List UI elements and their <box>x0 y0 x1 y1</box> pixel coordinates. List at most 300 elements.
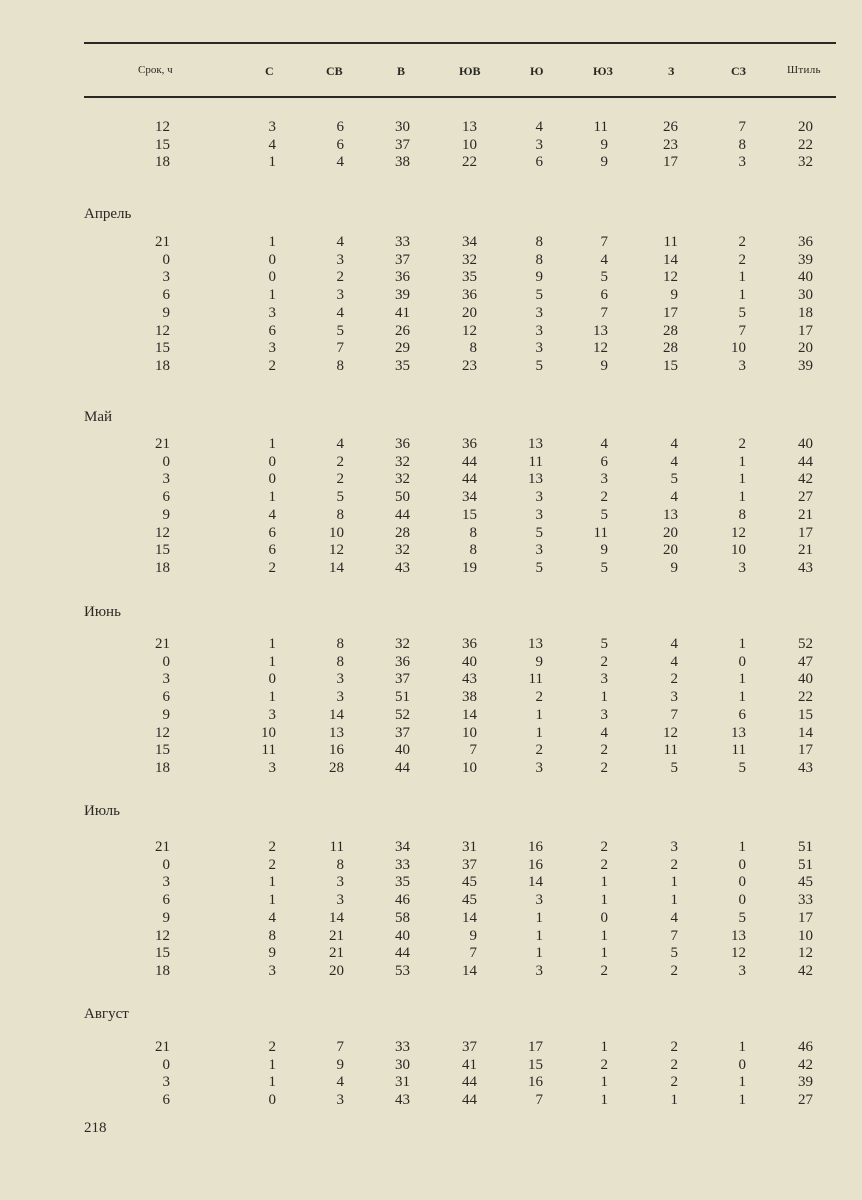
cell-w: 4 <box>670 436 678 452</box>
cell-ne: 3 <box>336 671 344 688</box>
cell-w: 7 <box>670 706 678 723</box>
cell-se: 13 <box>462 119 477 135</box>
table-row <box>0 1073 862 1091</box>
cell-term: 3 <box>162 471 170 488</box>
table-row <box>0 724 862 742</box>
cell-s: 1 <box>535 945 543 962</box>
cell-n: 1 <box>268 636 276 652</box>
cell-sw: 11 <box>593 524 608 541</box>
cell-calm: 33 <box>798 892 813 909</box>
cell-w: 5 <box>670 759 678 776</box>
cell-se: 7 <box>469 742 477 759</box>
cell-e: 34 <box>395 839 410 855</box>
cell-calm: 18 <box>798 304 813 321</box>
cell-nw: 5 <box>738 304 746 321</box>
cell-n: 3 <box>268 706 276 723</box>
table-row <box>0 488 862 506</box>
cell-n: 4 <box>268 506 276 523</box>
table-row <box>0 322 862 340</box>
cell-se: 40 <box>462 653 477 670</box>
cell-w: 9 <box>670 287 678 304</box>
cell-nw: 7 <box>738 322 746 339</box>
cell-nw: 1 <box>738 839 746 855</box>
table-row <box>0 304 862 322</box>
cell-sw: 1 <box>600 945 608 962</box>
cell-ne: 9 <box>336 1056 344 1073</box>
cell-nw: 0 <box>738 874 746 891</box>
header-direction-sw: ЮЗ <box>593 64 613 78</box>
cell-sw: 13 <box>593 322 608 339</box>
cell-ne: 3 <box>336 874 344 891</box>
cell-nw: 8 <box>738 136 746 153</box>
table-row <box>0 688 862 706</box>
cell-se: 23 <box>462 357 477 374</box>
cell-s: 3 <box>535 542 543 559</box>
header-direction-s: Ю <box>530 64 544 78</box>
cell-sw: 9 <box>600 154 608 171</box>
table-row <box>0 653 862 671</box>
cell-e: 33 <box>395 856 410 873</box>
cell-w: 20 <box>663 524 678 541</box>
cell-calm: 39 <box>798 251 813 268</box>
cell-calm: 27 <box>798 489 813 506</box>
cell-w: 3 <box>670 689 678 706</box>
cell-se: 45 <box>462 874 477 891</box>
header-direction-e: В <box>397 64 406 78</box>
cell-term: 18 <box>155 154 170 171</box>
cell-n: 3 <box>268 340 276 357</box>
cell-n: 6 <box>268 322 276 339</box>
cell-nw: 2 <box>738 436 746 452</box>
cell-n: 2 <box>268 856 276 873</box>
cell-s: 6 <box>535 154 543 171</box>
header-direction-se: ЮВ <box>459 64 481 78</box>
cell-nw: 10 <box>731 542 746 559</box>
cell-s: 13 <box>528 636 543 652</box>
table-row <box>0 435 862 453</box>
cell-n: 1 <box>268 1056 276 1073</box>
cell-calm: 17 <box>798 524 813 541</box>
table-row <box>0 524 862 542</box>
cell-se: 10 <box>462 136 477 153</box>
table-row <box>0 453 862 471</box>
cell-w: 2 <box>670 962 678 979</box>
cell-sw: 9 <box>600 136 608 153</box>
cell-se: 14 <box>462 706 477 723</box>
top-rule <box>84 42 836 44</box>
cell-calm: 14 <box>798 724 813 741</box>
cell-w: 17 <box>663 154 678 171</box>
cell-s: 3 <box>535 136 543 153</box>
cell-term: 3 <box>162 874 170 891</box>
cell-sw: 3 <box>600 671 608 688</box>
cell-s: 1 <box>535 909 543 926</box>
cell-ne: 8 <box>336 636 344 652</box>
cell-term: 12 <box>155 724 170 741</box>
cell-sw: 4 <box>600 436 608 452</box>
cell-calm: 47 <box>798 653 813 670</box>
cell-calm: 27 <box>798 1092 813 1109</box>
cell-nw: 1 <box>738 269 746 286</box>
cell-s: 8 <box>535 251 543 268</box>
cell-ne: 8 <box>336 357 344 374</box>
table-row <box>0 506 862 524</box>
cell-calm: 22 <box>798 136 813 153</box>
cell-s: 3 <box>535 506 543 523</box>
cell-se: 37 <box>462 1039 477 1055</box>
cell-e: 28 <box>395 524 410 541</box>
cell-term: 0 <box>162 453 170 470</box>
cell-w: 2 <box>670 1074 678 1091</box>
table-row <box>0 251 862 269</box>
cell-n: 8 <box>268 927 276 944</box>
header-calm: Штиль <box>787 64 821 76</box>
cell-se: 8 <box>469 524 477 541</box>
cell-se: 19 <box>462 559 477 576</box>
cell-e: 37 <box>395 671 410 688</box>
cell-w: 20 <box>663 542 678 559</box>
cell-sw: 1 <box>600 1092 608 1109</box>
cell-calm: 43 <box>798 759 813 776</box>
header-direction-n: С <box>265 64 274 78</box>
cell-n: 3 <box>268 962 276 979</box>
cell-calm: 17 <box>798 742 813 759</box>
cell-sw: 5 <box>600 506 608 523</box>
table-row <box>0 635 862 653</box>
cell-term: 0 <box>162 856 170 873</box>
cell-se: 32 <box>462 251 477 268</box>
cell-n: 2 <box>268 357 276 374</box>
cell-ne: 13 <box>329 724 344 741</box>
cell-sw: 4 <box>600 251 608 268</box>
cell-n: 4 <box>268 136 276 153</box>
cell-s: 16 <box>528 839 543 855</box>
cell-w: 4 <box>670 453 678 470</box>
cell-s: 11 <box>528 671 543 688</box>
cell-term: 6 <box>162 689 170 706</box>
cell-nw: 7 <box>738 119 746 135</box>
cell-w: 4 <box>670 909 678 926</box>
cell-se: 8 <box>469 542 477 559</box>
cell-e: 40 <box>395 742 410 759</box>
cell-se: 12 <box>462 322 477 339</box>
cell-sw: 2 <box>600 653 608 670</box>
cell-s: 7 <box>535 1092 543 1109</box>
table-row <box>0 856 862 874</box>
cell-ne: 3 <box>336 251 344 268</box>
cell-e: 37 <box>395 251 410 268</box>
cell-calm: 30 <box>798 287 813 304</box>
cell-n: 2 <box>268 839 276 855</box>
cell-sw: 7 <box>600 304 608 321</box>
table-row <box>0 286 862 304</box>
cell-ne: 7 <box>336 340 344 357</box>
table-row <box>0 233 862 251</box>
cell-term: 21 <box>155 636 170 652</box>
cell-w: 7 <box>670 927 678 944</box>
cell-s: 17 <box>528 1039 543 1055</box>
cell-se: 10 <box>462 759 477 776</box>
cell-ne: 3 <box>336 287 344 304</box>
cell-s: 1 <box>535 927 543 944</box>
cell-ne: 11 <box>329 839 344 855</box>
cell-sw: 2 <box>600 742 608 759</box>
cell-sw: 9 <box>600 542 608 559</box>
table-row <box>0 118 862 136</box>
cell-sw: 6 <box>600 287 608 304</box>
cell-s: 3 <box>535 340 543 357</box>
cell-w: 23 <box>663 136 678 153</box>
cell-n: 6 <box>268 524 276 541</box>
cell-ne: 3 <box>336 689 344 706</box>
cell-nw: 3 <box>738 559 746 576</box>
header-direction-ne: СВ <box>326 64 343 78</box>
cell-se: 9 <box>469 927 477 944</box>
cell-se: 14 <box>462 909 477 926</box>
cell-sw: 5 <box>600 269 608 286</box>
cell-se: 36 <box>462 287 477 304</box>
cell-n: 2 <box>268 1039 276 1055</box>
cell-calm: 42 <box>798 962 813 979</box>
cell-w: 2 <box>670 1039 678 1055</box>
cell-s: 13 <box>528 436 543 452</box>
cell-calm: 51 <box>798 856 813 873</box>
cell-sw: 2 <box>600 759 608 776</box>
cell-e: 40 <box>395 927 410 944</box>
cell-nw: 5 <box>738 759 746 776</box>
cell-se: 14 <box>462 962 477 979</box>
cell-e: 36 <box>395 269 410 286</box>
cell-w: 9 <box>670 559 678 576</box>
cell-e: 35 <box>395 874 410 891</box>
cell-sw: 3 <box>600 471 608 488</box>
cell-ne: 28 <box>329 759 344 776</box>
cell-n: 1 <box>268 874 276 891</box>
cell-e: 52 <box>395 706 410 723</box>
cell-s: 4 <box>535 119 543 135</box>
cell-se: 22 <box>462 154 477 171</box>
cell-ne: 3 <box>336 892 344 909</box>
cell-e: 31 <box>395 1074 410 1091</box>
cell-term: 9 <box>162 304 170 321</box>
cell-ne: 3 <box>336 1092 344 1109</box>
cell-ne: 4 <box>336 1074 344 1091</box>
table-row <box>0 838 862 856</box>
cell-term: 9 <box>162 706 170 723</box>
cell-n: 1 <box>268 489 276 506</box>
cell-w: 12 <box>663 269 678 286</box>
cell-calm: 43 <box>798 559 813 576</box>
month-title: Апрель <box>84 206 132 222</box>
cell-n: 0 <box>268 269 276 286</box>
cell-s: 14 <box>528 874 543 891</box>
cell-term: 9 <box>162 506 170 523</box>
cell-se: 20 <box>462 304 477 321</box>
cell-w: 28 <box>663 340 678 357</box>
cell-ne: 21 <box>329 945 344 962</box>
cell-sw: 11 <box>593 119 608 135</box>
table-row <box>0 909 862 927</box>
cell-calm: 21 <box>798 542 813 559</box>
cell-w: 3 <box>670 839 678 855</box>
cell-ne: 4 <box>336 436 344 452</box>
cell-sw: 1 <box>600 689 608 706</box>
cell-nw: 12 <box>731 945 746 962</box>
cell-ne: 21 <box>329 927 344 944</box>
cell-n: 0 <box>268 1092 276 1109</box>
cell-ne: 4 <box>336 154 344 171</box>
cell-term: 12 <box>155 524 170 541</box>
cell-s: 9 <box>535 269 543 286</box>
cell-term: 15 <box>155 542 170 559</box>
cell-se: 36 <box>462 436 477 452</box>
cell-calm: 17 <box>798 322 813 339</box>
month-title: Май <box>84 409 113 425</box>
cell-nw: 2 <box>738 234 746 250</box>
cell-calm: 21 <box>798 506 813 523</box>
cell-n: 1 <box>268 234 276 250</box>
cell-n: 4 <box>268 909 276 926</box>
cell-e: 39 <box>395 287 410 304</box>
table-row <box>0 944 862 962</box>
cell-e: 37 <box>395 136 410 153</box>
cell-s: 1 <box>535 706 543 723</box>
cell-term: 18 <box>155 759 170 776</box>
cell-nw: 1 <box>738 1074 746 1091</box>
cell-calm: 20 <box>798 340 813 357</box>
cell-e: 51 <box>395 689 410 706</box>
cell-nw: 1 <box>738 689 746 706</box>
cell-se: 7 <box>469 945 477 962</box>
table-row <box>0 153 862 171</box>
cell-nw: 2 <box>738 251 746 268</box>
cell-calm: 36 <box>798 234 813 250</box>
cell-n: 0 <box>268 251 276 268</box>
cell-se: 41 <box>462 1056 477 1073</box>
cell-n: 1 <box>268 1074 276 1091</box>
header-direction-w: З <box>668 64 675 78</box>
cell-se: 44 <box>462 1074 477 1091</box>
cell-ne: 14 <box>329 559 344 576</box>
cell-term: 18 <box>155 559 170 576</box>
table-row <box>0 706 862 724</box>
cell-ne: 16 <box>329 742 344 759</box>
table-row <box>0 670 862 688</box>
cell-w: 15 <box>663 357 678 374</box>
cell-nw: 12 <box>731 524 746 541</box>
cell-term: 9 <box>162 909 170 926</box>
cell-e: 26 <box>395 322 410 339</box>
cell-w: 4 <box>670 636 678 652</box>
cell-se: 36 <box>462 636 477 652</box>
cell-w: 4 <box>670 489 678 506</box>
cell-se: 37 <box>462 856 477 873</box>
cell-ne: 6 <box>336 119 344 135</box>
cell-calm: 52 <box>798 636 813 652</box>
table-row <box>0 1056 862 1074</box>
cell-n: 0 <box>268 671 276 688</box>
table-row <box>0 1038 862 1056</box>
cell-term: 12 <box>155 927 170 944</box>
cell-s: 5 <box>535 357 543 374</box>
cell-e: 43 <box>395 1092 410 1109</box>
cell-se: 44 <box>462 1092 477 1109</box>
cell-ne: 7 <box>336 1039 344 1055</box>
cell-term: 3 <box>162 269 170 286</box>
cell-ne: 10 <box>329 524 344 541</box>
cell-sw: 1 <box>600 874 608 891</box>
cell-term: 18 <box>155 357 170 374</box>
cell-sw: 9 <box>600 357 608 374</box>
cell-e: 50 <box>395 489 410 506</box>
cell-s: 1 <box>535 724 543 741</box>
cell-e: 43 <box>395 559 410 576</box>
cell-term: 12 <box>155 119 170 135</box>
cell-e: 41 <box>395 304 410 321</box>
cell-w: 1 <box>670 874 678 891</box>
cell-sw: 3 <box>600 706 608 723</box>
cell-calm: 15 <box>798 706 813 723</box>
table-row <box>0 136 862 154</box>
cell-se: 34 <box>462 234 477 250</box>
cell-se: 44 <box>462 471 477 488</box>
cell-calm: 45 <box>798 874 813 891</box>
cell-se: 45 <box>462 892 477 909</box>
cell-e: 53 <box>395 962 410 979</box>
cell-sw: 2 <box>600 962 608 979</box>
cell-e: 33 <box>395 1039 410 1055</box>
cell-n: 6 <box>268 542 276 559</box>
cell-e: 46 <box>395 892 410 909</box>
cell-term: 21 <box>155 1039 170 1055</box>
table-row <box>0 927 862 945</box>
cell-e: 33 <box>395 234 410 250</box>
cell-s: 3 <box>535 759 543 776</box>
cell-nw: 0 <box>738 892 746 909</box>
cell-n: 0 <box>268 453 276 470</box>
cell-calm: 40 <box>798 671 813 688</box>
cell-term: 0 <box>162 251 170 268</box>
cell-sw: 2 <box>600 856 608 873</box>
cell-term: 15 <box>155 136 170 153</box>
cell-n: 1 <box>268 689 276 706</box>
cell-nw: 0 <box>738 856 746 873</box>
cell-se: 43 <box>462 671 477 688</box>
cell-nw: 1 <box>738 1039 746 1055</box>
cell-calm: 51 <box>798 839 813 855</box>
cell-term: 0 <box>162 1056 170 1073</box>
cell-s: 3 <box>535 892 543 909</box>
cell-nw: 6 <box>738 706 746 723</box>
cell-sw: 0 <box>600 909 608 926</box>
header-rule <box>84 96 836 98</box>
cell-w: 4 <box>670 653 678 670</box>
header-direction-nw: СЗ <box>731 64 746 78</box>
cell-nw: 0 <box>738 653 746 670</box>
cell-calm: 46 <box>798 1039 813 1055</box>
cell-n: 1 <box>268 436 276 452</box>
cell-ne: 2 <box>336 471 344 488</box>
cell-e: 30 <box>395 119 410 135</box>
cell-e: 29 <box>395 340 410 357</box>
cell-s: 5 <box>535 287 543 304</box>
cell-term: 18 <box>155 962 170 979</box>
cell-e: 44 <box>395 945 410 962</box>
cell-w: 12 <box>663 724 678 741</box>
cell-w: 13 <box>663 506 678 523</box>
cell-calm: 10 <box>798 927 813 944</box>
cell-sw: 1 <box>600 1074 608 1091</box>
